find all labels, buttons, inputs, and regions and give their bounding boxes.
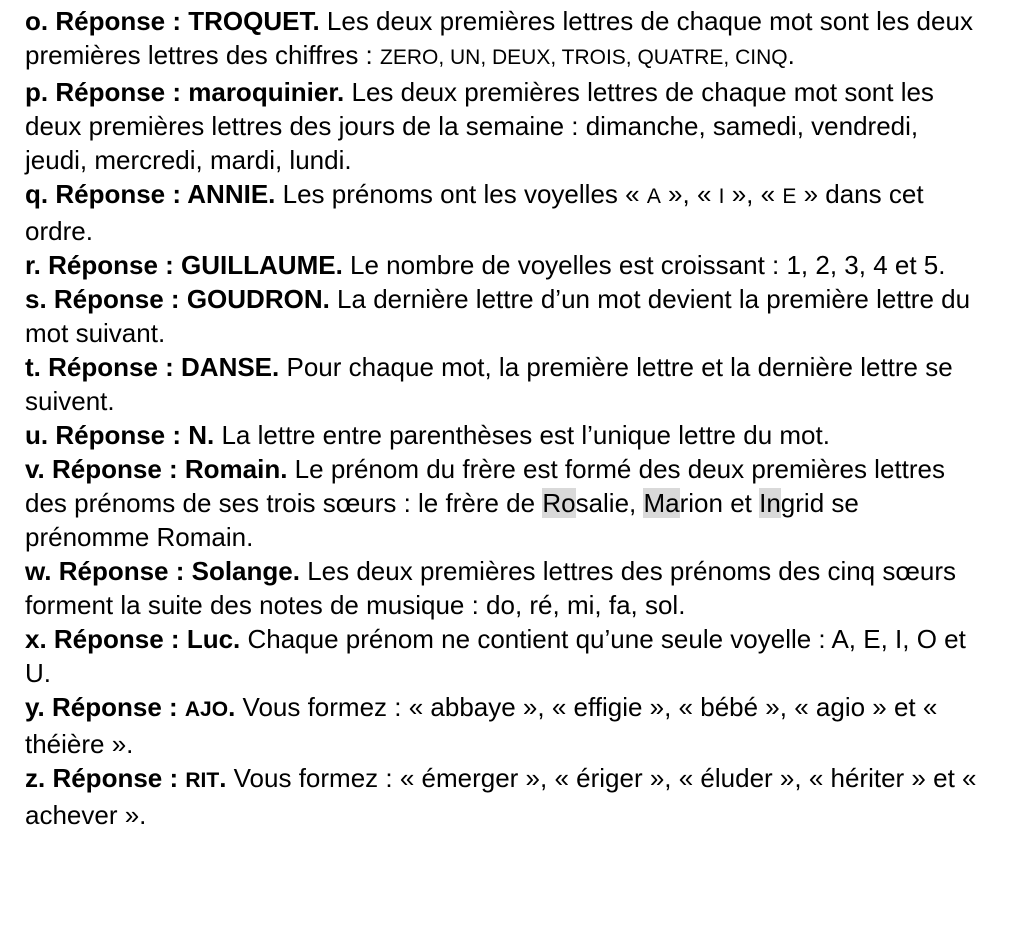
explanation-text: E — [782, 185, 797, 208]
answer-label: w. Réponse : Solange. — [25, 556, 300, 586]
answer-label: v. Réponse : Romain. — [25, 454, 288, 484]
explanation-text: Les deux premières lettres des prénoms des cinq sœurs forment la suite des notes de musique : do, ré, mi, fa, sol. — [25, 556, 957, 620]
answer-label: q. Réponse : ANNIE. — [25, 179, 276, 209]
explanation-text: », « — [660, 179, 719, 209]
explanation-text: I — [718, 185, 725, 208]
answer-entry-o — [25, 4, 985, 75]
answer-label: . — [228, 692, 236, 722]
explanation-text: Les deux premières lettres de chaque mot sont les deux premières lettres des jours de la semaine : dimanche, samedi, vendredi, jeudi, mercredi, mardi, lundi. — [25, 77, 934, 175]
answer-label: p. Réponse : maroquinier. — [25, 77, 345, 107]
highlighted-letters: Ma — [643, 488, 680, 518]
explanation-text: Vous formez : « émerger », « ériger », « éluder », « hériter » et « achever ». — [25, 763, 977, 830]
answer-entry-y — [25, 690, 985, 761]
answer-entry-r — [25, 248, 985, 282]
answer-label: z. Réponse : — [25, 763, 186, 793]
explanation-text: », « — [724, 179, 783, 209]
answer-entry-s — [25, 282, 985, 350]
answer-entry-p — [25, 75, 985, 177]
answer-entry-q — [25, 177, 985, 248]
answer-label: x. Réponse : Luc. — [25, 624, 241, 654]
explanation-text: La dernière lettre d’un mot devient la première lettre du mot suivant. — [25, 284, 971, 348]
answer-label: r. Réponse : GUILLAUME. — [25, 250, 343, 280]
explanation-text: Le prénom du frère est formé des deux premières lettres des prénoms de ses trois sœurs : le frère de — [25, 454, 945, 518]
answer-label: u. Réponse : N. — [25, 420, 215, 450]
explanation-text: salie, — [575, 488, 644, 518]
explanation-text: A — [646, 185, 661, 208]
explanation-text: Les prénoms ont les voyelles « — [275, 179, 647, 209]
highlighted-letters: In — [759, 488, 781, 518]
answer-label: s. Réponse : GOUDRON. — [25, 284, 330, 314]
answer-entry-z — [25, 761, 985, 832]
answer-label: t. Réponse : DANSE. — [25, 352, 280, 382]
explanation-text: Le nombre de voyelles est croissant : 1, 2, 3, 4 et 5. — [342, 250, 946, 280]
explanation-text: grid se prénomme Romain. — [25, 488, 859, 552]
explanation-text: Les deux premières lettres de chaque mot sont les deux premières lettres des chiffres : — [25, 6, 973, 70]
answer-label: y. Réponse : — [25, 692, 185, 722]
explanation-text: La lettre entre parenthèses est l’unique lettre du mot. — [214, 420, 830, 450]
explanation-text: Chaque prénom ne contient qu’une seule voyelle : A, E, I, O et U. — [25, 624, 966, 688]
explanation-text: Pour chaque mot, la première lettre et la dernière lettre se suivent. — [25, 352, 953, 416]
answer-label: AJO — [184, 698, 229, 721]
answer-label: o. Réponse : TROQUET. — [25, 6, 320, 36]
explanation-text: rion et — [679, 488, 760, 518]
answer-entry-t — [25, 350, 985, 418]
answer-entry-w — [25, 554, 985, 622]
answer-entry-v — [25, 452, 985, 554]
answer-entry-u — [25, 418, 985, 452]
answer-label: RIT — [185, 769, 220, 792]
answer-list — [25, 4, 985, 832]
explanation-text: » dans cet ordre. — [25, 179, 924, 246]
answer-entry-x — [25, 622, 985, 690]
answer-label: . — [219, 763, 227, 793]
highlighted-letters: Ro — [542, 488, 576, 518]
explanation-text: ZERO, UN, DEUX, TROIS, QUATRE, CINQ — [380, 46, 788, 69]
explanation-text: Vous formez : « abbaye », « effigie », « bébé », « agio » et « théière ». — [25, 692, 938, 759]
explanation-text: . — [787, 40, 795, 70]
